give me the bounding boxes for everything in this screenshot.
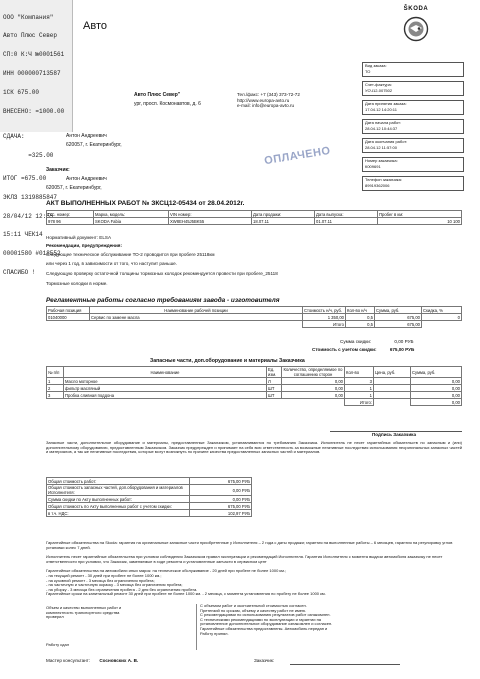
summary-label: в т.ч. НДС: [47,510,190,517]
company-address: ург, просп. Космонавтов, д. 6 [134,101,201,107]
master-consultant [46,658,138,664]
vehicle-header: Гос. номер: [47,211,94,218]
table-row [47,496,252,503]
vehicle-header: Пробег в км: [378,211,462,218]
summary-label: Общая стоимость по Акту выполненных работ с учетом скидки: [47,503,190,510]
parts-header: Ед. изм. [267,367,282,378]
works-cost-value: 675,00 РУБ [389,347,415,352]
summary-value: 102,97 РУБ [190,510,252,517]
part-agreed-qty: 0,00 [282,392,345,399]
table-row [47,503,252,510]
receipt-line: СДАЧА: [3,132,25,140]
sidebar-box [362,138,464,153]
table-row [47,392,462,399]
works-header: Сумма, руб. [375,307,422,314]
parts-header: Цена, руб. [374,367,411,378]
footer-right [200,604,332,636]
sidebar-box [362,81,464,96]
works-header: Стоимость н/ч, руб. [303,307,346,314]
work-rate: 1 350,00 [303,314,346,321]
part-price [374,385,411,392]
receipt-line: 1СК 675.00 [3,89,40,97]
part-index: 1 [47,378,64,385]
receipt-line: CП:0 К:Ч №0001561 [3,51,65,59]
footer-right-line: С объемом работ и окончательной стоимостью согласен. [200,603,307,608]
parts-title: Запасные части, доп.оборудование и материалы Заказчика [150,358,305,364]
signature-label: Подпись Заказчика [372,432,417,437]
works-cost-label: Стоимость с учетом скидки: [312,347,377,352]
table-row [47,378,462,385]
brand-name: ŠKODA [403,6,429,12]
part-unit: Л [267,378,282,385]
works-header: Скидка, % [422,307,462,314]
work-name: Сервис по замене масла [90,314,303,321]
receipt-line: 28/04/12 12:55 [3,212,54,220]
sidebar-value: 89919362006 [365,182,390,188]
warranty-line: - на уборку - 3 месяца без ограничения пробега - 2 дня без ограничения пробега. [46,586,198,592]
works-title: Регламентные работы согласно требованиям завода - изготовителя [46,297,280,304]
vehicle-header: VIN номер: [169,211,252,218]
receipt-line: Авто Плюс Север [3,32,58,40]
part-name: Масло моторное [64,378,267,385]
warranty-line: Гарантийные обязательства на автомобили иных марок: на техническое обслуживание - 20 дней при пробеге не более 1000 км.; [46,568,287,574]
vehicle-header: Дата продажи: [252,211,315,218]
part-qty: 3 [345,378,374,385]
warranty-line: - на частичную и частичную окраску - 3 месяца без ограничения пробега; [46,582,183,588]
sidebar-value: 28.04.12 11:57:00 [365,144,397,150]
works-table [46,306,462,328]
paid-stamp: ОПЛАЧЕНО [263,144,332,168]
receipt-line: ИНН 000000713587 [3,70,61,78]
works-header: Наименование рабочей позиции [90,307,303,314]
customer-name: Антон Андреевич [66,176,107,182]
part-sum: 0,00 [411,385,462,392]
payer-city: 620057, г. Екатеринбург, [66,142,122,148]
work-hours: 0,5 [346,314,375,321]
vehicle-sale-date: 18.07.11 [252,218,315,225]
receipt-line: ЭКЛЗ 1319885847 [3,193,58,201]
summary-value: 0,00 РУБ [190,496,252,503]
warranty-line: - на текущий ремонт - 30 дней при пробеге не более 1000 км.; [46,572,162,578]
receipt-line: ООО "Компания" [3,13,54,21]
http-label: http: [237,97,246,103]
summary-value: 675,00 РУБ [190,503,252,510]
company-name: Авто Плюс Север" [134,92,181,98]
parts-total-value: 0,00 [411,399,462,406]
table-row [47,478,252,485]
part-qty: 1 [345,392,374,399]
sidebar-label: Счет-фактура: [365,82,392,87]
footer-customer-label: Заказчик: [254,658,275,663]
sidebar-value: 17.04.12 14:20:11 [365,106,397,112]
document-title: АКТ ВЫПОЛНЕННЫХ РАБОТ № ЗКСЦ12-05434 от 28.04.2012г. [46,200,245,207]
parts-table [46,366,462,406]
receipt-line: 15:11 ЧЕК14 [3,231,43,239]
receipt-line: =325.00 [3,151,54,159]
parts-header: № п/п [47,367,64,378]
header-brand-word: Авто [83,20,107,32]
order-info-sidebar [362,62,464,191]
table-row [47,485,252,496]
work-discount: 0 [422,314,462,321]
vehicle-vin: XW8EH45J5BK55 [169,218,252,225]
customer-city: 620057, г. Екатеринбург, [46,185,102,191]
sidebar-value: УСЧ12-007502 [365,87,393,93]
warranty-line: Исполнитель несет гарантийные обязательства при условии соблюдения Заказчиком правил эксплуатации и рекомендаций Исполнителя. Гарантия Исполнителя с момента выдачи автомобиля заказчику не несет ответственности при условии, что Заказчик, заменяемые в ходе ремонта и установленные запчасти в сервисном цент [46,554,443,564]
company-contacts [237,92,300,109]
norm-document: Нормативный документ: ELSA [46,235,112,240]
tel-label: Тел./факс: [237,92,260,97]
master-name: Сосновских А. В. [99,658,139,663]
email-value[interactable]: info@europa-avto.ru [252,103,295,108]
part-qty: 1 [345,385,374,392]
vehicle-mileage: 10 100 [378,218,462,225]
recommend-line: Тормозные колодки в норме. [46,281,108,286]
vehicle-header: Марка, модель: [94,211,169,218]
part-price [374,392,411,399]
summary-label: Общая стоимость работ: [47,478,190,485]
summary-label: Сумма скидки по Акту выполненных работ: [47,496,190,503]
summary-value: 0,00 РУБ [190,485,252,496]
vehicle-table [46,210,462,225]
works-discount-value: 0,00 РУБ [394,339,414,344]
works-total-label: Итого [303,321,346,328]
work-sum: 675,00 [375,314,422,321]
part-sum: 0,00 [411,378,462,385]
footer-right-line: С рекомендациями по использованию результатов работ ознакомлен. [200,612,331,618]
sidebar-value: ТО [365,68,371,74]
works-header: Кол-во н/ч [346,307,375,314]
work-code: 01040000 [47,314,90,321]
footer-right-line: С техническими рекомендациями по эксплуатации и гарантии на [200,616,322,622]
summary-label: Общая стоимость запасных частей, доп.оборудования и материалов Исполнителя: [47,485,190,496]
part-index: 2 [47,385,64,392]
footer-left-line: проверил [46,614,64,620]
sidebar-box [362,176,464,191]
vehicle-plate: 978 96 [47,218,94,225]
part-name: Пробка сливная поддона [64,392,267,399]
parts-header: Сумма, руб. [411,367,462,378]
sidebar-box [362,100,464,115]
footer-left-line: комплектность транспортного средства [46,609,120,615]
summary-table [46,477,252,517]
receipt-line: ВНЕСЕНО: =1000.00 [3,108,65,116]
works-total-qty: 0,5 [346,321,375,328]
customer-parts-warning: Запасные части, дополнительное оборудование и материалы, предоставленные Заказчиком, устанавливаются по требованию Заказчика. Исполнитель не несет гарантийных обязательств по запасным и (или) дополнительному оборудованию, предоставленным Заказчиком. Заказчик предупрежден и принимает на себя всю ответственность за возможные негативные последствия использования неоригинальных запасных частей и материалов, а так же негативные последствия, которые могут возникнуть по причине качества предоставленных запасных частей и материалов. [46,440,462,455]
works-total-sum: 675,00 [375,321,422,328]
part-price [374,378,411,385]
sidebar-label: Номер заказчика: [365,158,398,163]
http-value[interactable]: //www.europa-avto.ru [245,97,290,103]
sidebar-box [362,157,464,172]
table-row [47,510,252,517]
vehicle-header: Дата выпуска: [315,211,378,218]
warranty-section [46,541,462,597]
sidebar-value: К009691 [365,163,381,169]
warranty-line: Гарантийные сроки на капитальный ремонт 30 дней при пробеге не более 1000 км. - 2 месяца, с момента установления по пробегу не более 1000 км. [46,591,326,597]
works-cost [312,347,414,353]
recommend-line: Следующую проверку остаточной толщины тормозных колодок рекомендуется провести при пробеге_25118 [46,271,278,276]
skoda-logo [396,6,436,47]
parts-header: Количество, определяемое по соглашению сторон [282,367,345,378]
sidebar-box [362,119,464,134]
receipt-line: ИТОГ =675.00 [3,174,47,182]
part-unit: ШТ [267,385,282,392]
footer-left-line: Объем и качество выполненных работ и [46,605,122,610]
part-index: 3 [47,392,64,399]
master-label: Мастер консультант: [46,658,91,663]
sidebar-label: Дата окончания работ: [365,139,408,144]
footer-right-line: Претензий по срокам, объему и качеству работ не имею. [200,607,307,613]
part-agreed-qty: 0,00 [282,378,345,385]
sidebar-value: 28.04.12 10:44:37 [365,125,398,131]
recommend-title: Рекомендации, предупреждения: [46,243,122,248]
tel-value: +7 (343) 373-72-72 [260,92,300,97]
customer-signature-line [290,664,400,665]
works-header: Рабочая позиция [47,307,90,314]
vehicle-release-date: 01.07.11 [315,218,378,225]
footer-right-line: установленное дополнительное оборудование ознакомлен и согласен. [200,621,333,627]
part-sum: 0,00 [411,392,462,399]
sidebar-label: Дата принятия заказа: [365,101,407,106]
sidebar-box [362,62,464,77]
sidebar-label: Телефон заказчика: [365,177,402,182]
part-name: фильтр масляный [64,385,267,392]
sidebar-label: Дата начала работ: [365,120,402,125]
table-row [47,314,462,321]
part-agreed-qty: 0,00 [282,385,345,392]
part-unit: ШТ [267,392,282,399]
parts-header: Кол-во [345,367,374,378]
warranty-line: - на кузовной ремонт - 3 месяца без ограничения пробега; [46,577,155,583]
summary-value: 675,00 РУБ [190,478,252,485]
vehicle-model: SKODA Fabia [94,218,169,225]
works-discount-label: Сумма скидки: [340,339,372,344]
receipt-line: СПАСИБО ! [3,269,36,277]
parts-header: Наименование [64,367,267,378]
warranty-line: Гарантийные обязательства на Skoda: гарантия на оригинальные запасные части приобретенные у Исполнителя – 2 года с даты продажи; гарантия на выполненные работы – 6 месяцев, гарантия на регулировку углов установки колес 7 дней. [46,540,453,550]
payer-name: Антон Андреевич [66,133,107,139]
footer-right-line: Гарантийные обязательства предоставлены. Автомобиль передан и [200,625,328,631]
sidebar-label: Вид заказа: [365,63,387,68]
parts-total-label: Итого: [345,399,374,406]
works-discount [340,339,414,345]
receipt-line: 00001580 #018552 [3,250,61,258]
footer-left [46,606,121,620]
customer-label: Заказчик: [46,167,70,173]
skoda-emblem-icon [403,16,429,42]
recommend-line: Следующее техническое обслуживание ТО-2 проводится при пробеге 25118км [46,252,215,257]
work-done-label: Работу сдал [46,642,70,647]
footer-divider [196,604,197,650]
table-row [47,385,462,392]
recommend-line: или через 1 год, в зависимости от того, что наступит раньше. [46,261,177,266]
email-label: e-mail: [237,103,251,108]
footer-right-line: Работу принял. [200,630,229,636]
